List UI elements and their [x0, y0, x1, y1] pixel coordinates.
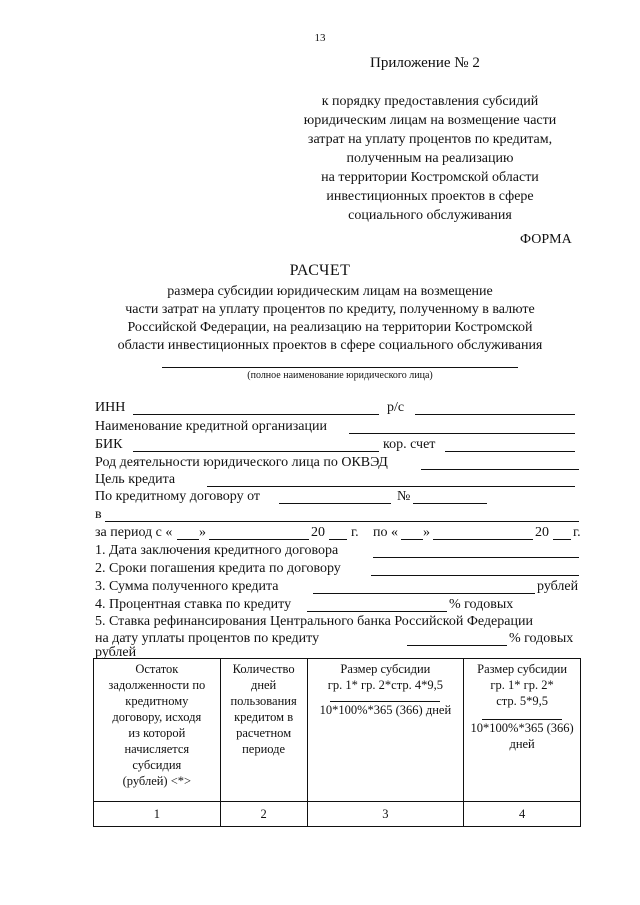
okved-label: Род деятельности юридического лица по ОКВЭД: [95, 455, 388, 470]
header-line: дней: [250, 678, 277, 692]
purpose-field[interactable]: [207, 472, 575, 487]
year-prefix: 20: [535, 525, 549, 540]
appendix-intro: [280, 92, 580, 225]
header-line: задолженности по: [108, 678, 206, 692]
item3-unit: рублей: [537, 579, 579, 594]
item4-unit: % годовых: [449, 597, 514, 612]
period-label: за период с «: [95, 525, 173, 540]
subsidy-table: [93, 658, 581, 827]
period-from-month-field[interactable]: [209, 525, 309, 540]
bik-field[interactable]: [133, 437, 379, 452]
contract-date-field[interactable]: [279, 489, 391, 504]
desc-line: области инвестиционных проектов в сфере социального обслуживания: [117, 338, 543, 353]
bank-name-field[interactable]: [349, 419, 575, 434]
column-number: 2: [220, 802, 307, 827]
header-line: Остаток: [135, 662, 179, 676]
okved-field[interactable]: [421, 455, 579, 470]
column-number: 3: [307, 802, 464, 827]
appendix-title: Приложение № 2: [370, 55, 480, 71]
header-line: стр. 5*9,5: [496, 694, 548, 708]
bik-label: БИК: [95, 437, 123, 452]
item2-field[interactable]: [371, 561, 579, 576]
header-line: гр. 1* гр. 2*стр. 4*9,5: [327, 678, 443, 692]
header-line: Размер субсидии: [340, 662, 431, 676]
item5-unit: % годовых: [509, 631, 574, 646]
header-line: Размер субсидии: [477, 662, 568, 676]
desc-line: части затрат на уплату процентов по кредиту, полученному в валюте: [125, 302, 535, 317]
table-header-cell: [94, 659, 221, 802]
quote-close: »: [199, 525, 206, 540]
table-header-cell: [464, 659, 581, 802]
header-line: 10*100%*365 (366) дней: [319, 703, 452, 717]
intro-line: социального обслуживания: [348, 208, 512, 223]
kor-schet-label: кор. счет: [383, 437, 436, 452]
contract-number-field[interactable]: [413, 489, 487, 504]
column-number: 1: [94, 802, 221, 827]
intro-line: инвестиционных проектов в сфере: [326, 189, 534, 204]
header-line: пользования: [230, 694, 297, 708]
calc-description: [70, 283, 590, 355]
inn-field[interactable]: [133, 400, 379, 415]
period-to-day-field[interactable]: [401, 525, 423, 540]
item5-field[interactable]: [407, 631, 507, 646]
inn-label: ИНН: [95, 400, 126, 415]
header-line: договору, исходя: [112, 710, 202, 724]
header-line: Количество: [232, 662, 295, 676]
header-line: кредитному: [125, 694, 189, 708]
column-number: 4: [464, 802, 581, 827]
page-number: 13: [314, 32, 326, 44]
item1-label: 1. Дата заключения кредитного договора: [95, 543, 339, 558]
company-name-caption: (полное наименование юридического лица): [247, 370, 433, 381]
purpose-label: Цель кредита: [95, 472, 176, 487]
item2-label: 2. Сроки погашения кредита по договору: [95, 561, 341, 576]
header-line: кредитом в: [234, 710, 294, 724]
in-label: в: [95, 507, 102, 522]
period-to-year-field[interactable]: [553, 525, 571, 540]
intro-line: к порядку предоставления субсидий: [321, 94, 539, 109]
item3-label: 3. Сумма полученного кредита: [95, 579, 279, 594]
header-line: расчетном: [236, 726, 292, 740]
year-suffix: г.: [573, 525, 581, 540]
table-number-row: [94, 802, 581, 827]
company-name-field[interactable]: [162, 367, 518, 368]
item4-field[interactable]: [307, 597, 447, 612]
intro-line: юридическим лицам на возмещение части: [303, 113, 557, 128]
rs-field[interactable]: [415, 400, 575, 415]
desc-line: размера субсидии юридическим лицам на возмещение: [167, 284, 493, 299]
header-line: периоде: [242, 742, 286, 756]
header-line: субсидия: [132, 758, 182, 772]
intro-line: на территории Костромской области: [321, 170, 539, 185]
table-header-cell: [307, 659, 464, 802]
year-prefix: 20: [311, 525, 325, 540]
header-line: начисляется: [124, 742, 190, 756]
calc-title: РАСЧЕТ: [289, 262, 351, 279]
table-header-row: [94, 659, 581, 802]
item5-unit-rubles: рублей: [95, 645, 137, 660]
number-sign: №: [397, 489, 411, 504]
period-to-label: по «: [373, 525, 398, 540]
header-line: (рублей) <*>: [122, 774, 192, 788]
item5-label-2: на дату уплаты процентов по кредиту: [95, 631, 320, 646]
quote-close: »: [423, 525, 430, 540]
rs-label: р/с: [387, 400, 405, 415]
table-header-cell: [220, 659, 307, 802]
bank-name-label: Наименование кредитной организации: [95, 419, 327, 434]
item5-label: 5. Ставка рефинансирования Центрального банка Российской Федерации: [95, 614, 533, 629]
period-from-day-field[interactable]: [177, 525, 199, 540]
header-line: гр. 1* гр. 2*: [490, 678, 554, 692]
period-from-year-field[interactable]: [329, 525, 347, 540]
year-suffix: г.: [351, 525, 359, 540]
contract-label: По кредитному договору от: [95, 489, 261, 504]
item1-field[interactable]: [373, 543, 579, 558]
kor-schet-field[interactable]: [445, 437, 575, 452]
item3-field[interactable]: [313, 579, 535, 594]
bank-in-field[interactable]: [105, 507, 579, 522]
intro-line: затрат на уплату процентов по кредитам,: [307, 132, 553, 147]
header-line: дней: [509, 737, 535, 751]
period-to-month-field[interactable]: [433, 525, 533, 540]
header-line: 10*100%*365 (366): [470, 721, 574, 735]
form-label: ФОРМА: [520, 232, 572, 247]
desc-line: Российской Федерации, на реализацию на территории Костромской: [127, 320, 533, 335]
item4-label: 4. Процентная ставка по кредиту: [95, 597, 292, 612]
intro-line: полученным на реализацию: [346, 151, 514, 166]
header-line: из которой: [128, 726, 186, 740]
